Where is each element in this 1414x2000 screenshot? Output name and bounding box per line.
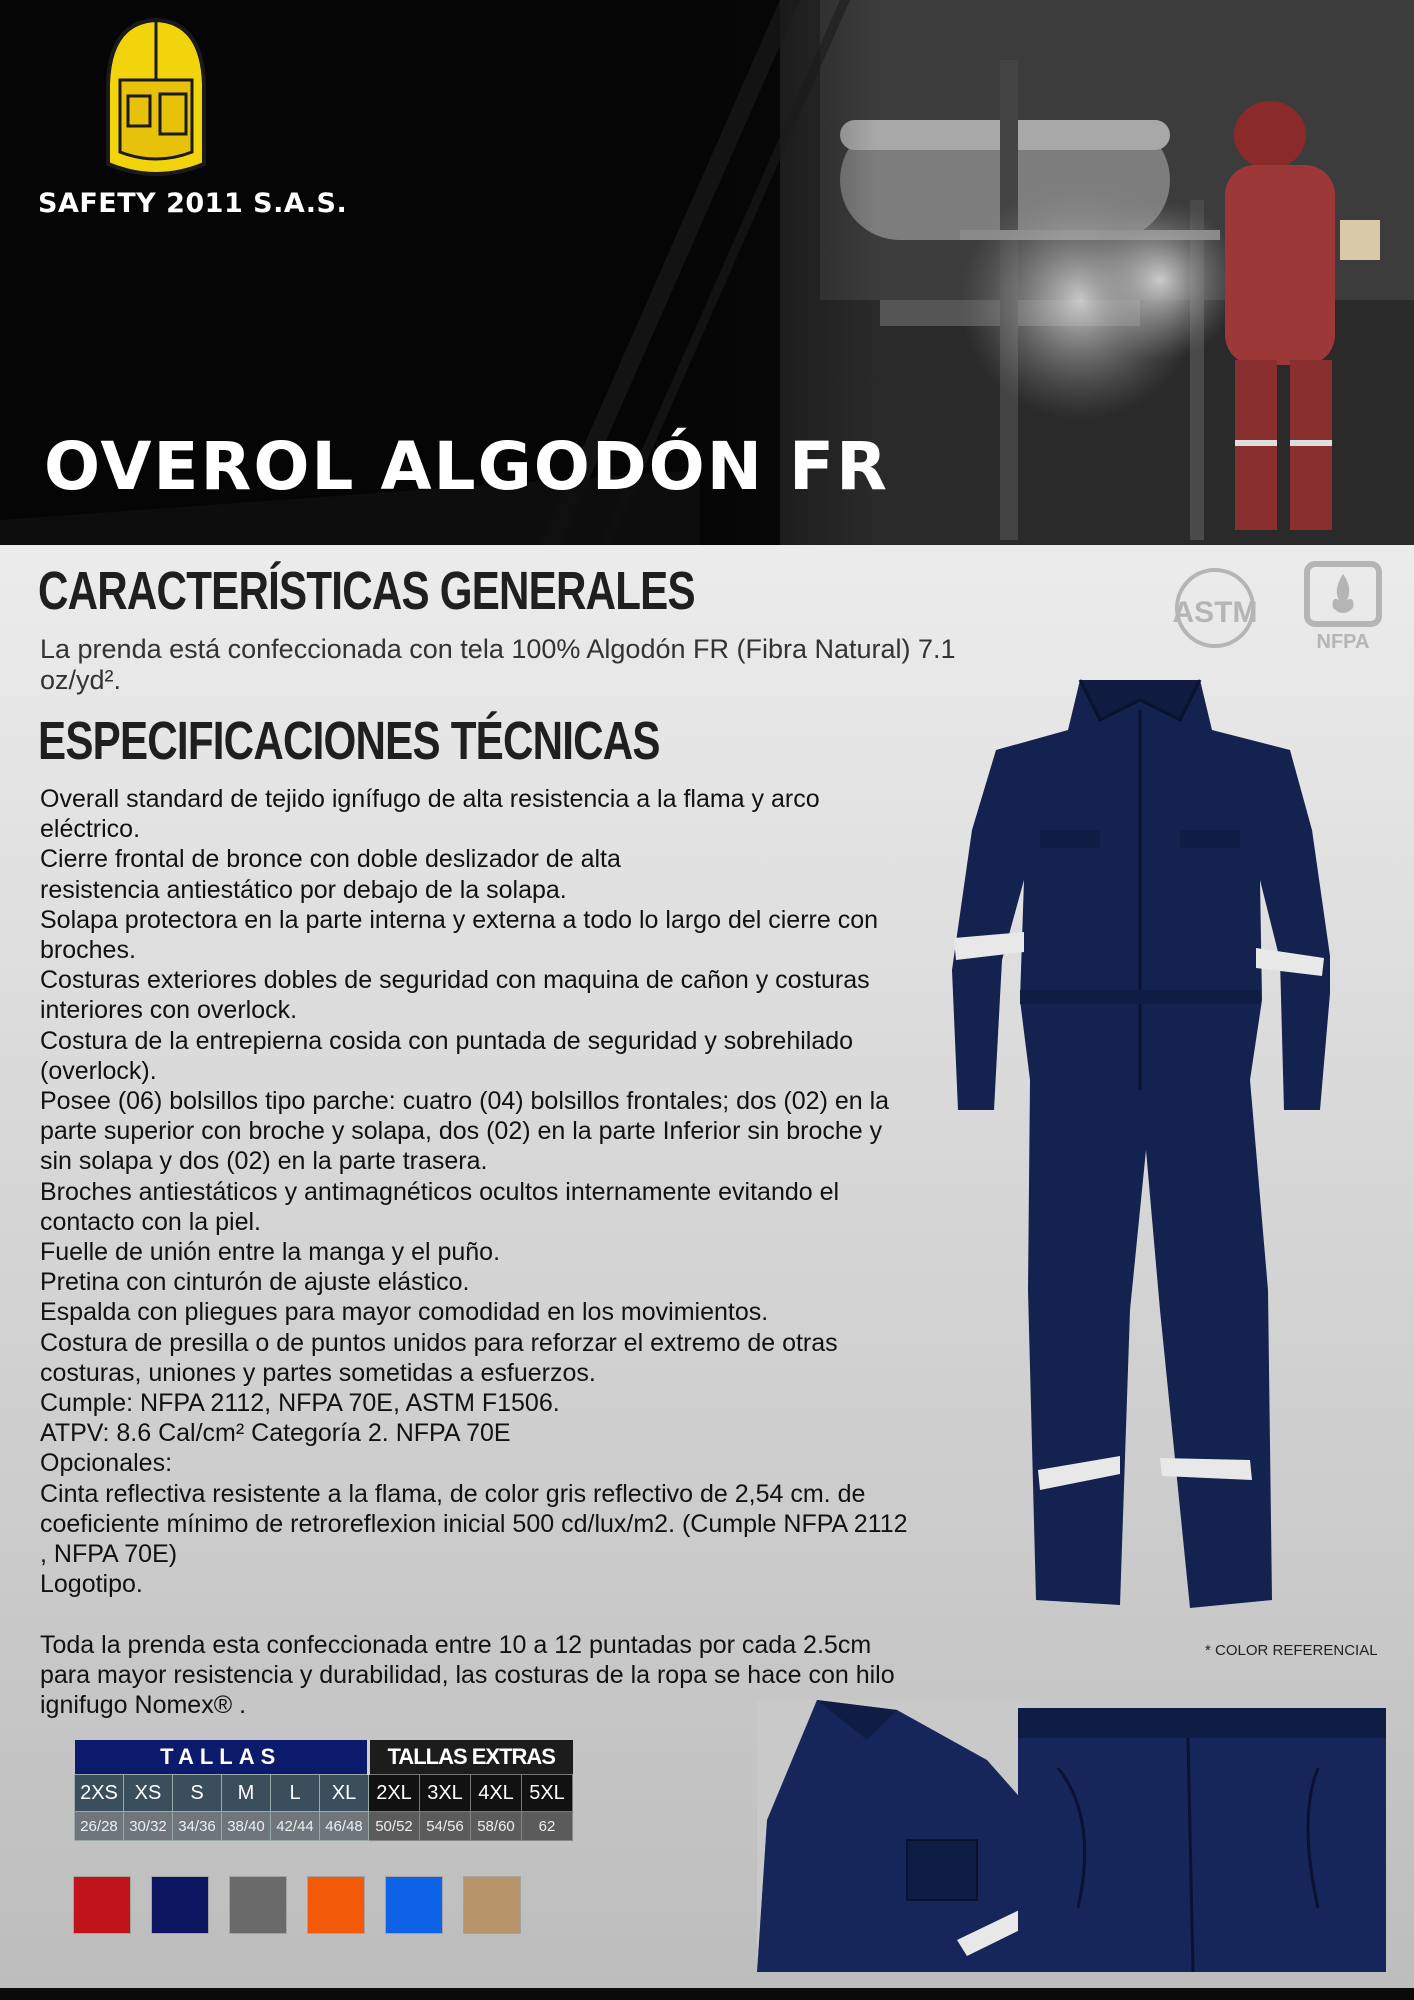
- color-swatch-blue: [386, 1877, 442, 1933]
- size-value: 46/48: [320, 1812, 369, 1841]
- spec-item: Pretina con cinturón de ajuste elástico.: [40, 1268, 470, 1297]
- spec-item: Cumple: NFPA 2112, NFPA 70E, ASTM F1506.: [40, 1389, 560, 1418]
- spec-item: Logotipo.: [40, 1570, 143, 1599]
- size-label: 5XL: [522, 1775, 573, 1812]
- header-banner: [0, 0, 1414, 545]
- size-value: 38/40: [222, 1812, 271, 1841]
- astm-logo: [1168, 566, 1262, 650]
- size-value: 58/60: [471, 1812, 522, 1841]
- size-label: XL: [320, 1775, 369, 1812]
- astm-label: ASTM: [1172, 596, 1258, 629]
- size-label: XS: [124, 1775, 173, 1812]
- size-value: 34/36: [173, 1812, 222, 1841]
- stitching-note: Toda la prenda esta confeccionada entre 10 a 12 puntadas por cada 2.5cm para mayor resistencia y durabilidad, las costuras de la ropa se hace con hilo ignifugo Nomex® .: [40, 1631, 895, 1720]
- nfpa-logo: [1303, 560, 1383, 652]
- color-swatch-orange: [308, 1877, 364, 1933]
- spec-item: Fuelle de unión entre la manga y el puño.: [40, 1238, 501, 1267]
- size-value: 42/44: [271, 1812, 320, 1841]
- color-swatch-gray: [230, 1877, 286, 1933]
- spec-item: Cierre frontal de bronce con doble deslizador de alta resistencia antiestático por debajo de la solapa.: [40, 845, 621, 904]
- spec-item: Broches antiestáticos y antimagnéticos ocultos internamente evitando el contacto con la piel.: [40, 1177, 840, 1236]
- spec-item: Solapa protectora en la parte interna y externa a todo lo largo del cierre con broches.: [40, 905, 879, 965]
- size-label: 2XL: [369, 1775, 420, 1812]
- size-label: S: [173, 1775, 222, 1812]
- spec-item: Costuras exteriores dobles de seguridad con maquina de cañon y costuras interiores con overlock.: [40, 966, 870, 1025]
- size-value: 26/28: [75, 1812, 124, 1841]
- sizes-table: [74, 1740, 573, 1841]
- footer-bar: [0, 1988, 1414, 2000]
- size-label: 4XL: [471, 1775, 522, 1812]
- sizes-regular-title: TALLAS: [75, 1740, 369, 1775]
- spec-item: Costura de presilla o de puntos unidos para reforzar el extremo de otras costuras, uniones y partes sometidas a esfuerzos.: [40, 1328, 838, 1387]
- size-value: 54/56: [420, 1812, 471, 1841]
- coverall-detail-waist-photo: [1018, 1708, 1386, 1972]
- color-swatch-khaki: [464, 1877, 520, 1933]
- nfpa-label: NFPA: [1316, 631, 1370, 652]
- specs-heading: ESPECIFICACIONES TÉCNICAS: [38, 711, 660, 771]
- size-value: 30/32: [124, 1812, 173, 1841]
- spec-item: ATPV: 8.6 Cal/cm² Categoría 2. NFPA 70E: [40, 1419, 511, 1448]
- spec-item: Costura de la entrepierna cosida con puntada de seguridad y sobrehilado (overlock).: [40, 1026, 854, 1085]
- size-value: 50/52: [369, 1812, 420, 1841]
- spec-item: Cinta reflectiva resistente a la flama, de color gris reflectivo de 2,54 cm. de coeficiente mínimo de retroreflexion inicial 500 cd/lux/m2. (Cumple NFPA 2112 , NFPA 70E): [40, 1479, 908, 1569]
- general-description: La prenda está confeccionada con tela 100% Algodón FR (Fibra Natural) 7.1 oz/yd².: [40, 634, 956, 695]
- spec-item: Overall standard de tejido ignífugo de alta resistencia a la flama y arco eléctrico.: [40, 785, 820, 844]
- size-label: L: [271, 1775, 320, 1812]
- coverall-photo: [950, 670, 1330, 1630]
- general-heading: CARACTERÍSTICAS GENERALES: [38, 561, 695, 621]
- size-label: 3XL: [420, 1775, 471, 1812]
- sizes-extra-title: TALLAS EXTRAS: [369, 1740, 573, 1775]
- color-swatches: [74, 1877, 542, 1933]
- color-reference-note: * COLOR REFERENCIAL: [1205, 1642, 1378, 1659]
- spec-item: Espalda con pliegues para mayor comodidad en los movimientos.: [40, 1298, 769, 1327]
- color-swatch-red: [74, 1877, 130, 1933]
- spec-item: Posee (06) bolsillos tipo parche: cuatro (04) bolsillos frontales; dos (02) en la parte superior con broche y solapa, dos (02) en la parte Inferior sin broche y sin solapa y dos (02) en la parte trasera.: [40, 1087, 890, 1176]
- spec-item: Opcionales:: [40, 1449, 173, 1478]
- brand-name: SAFETY 2011 S.A.S.: [38, 188, 348, 219]
- page-title: OVEROL ALGODÓN FR: [44, 428, 889, 505]
- coverall-detail-chest-photo: [757, 1700, 1040, 1972]
- safety-helmet-logo: [100, 14, 212, 176]
- size-label: M: [222, 1775, 271, 1812]
- size-label: 2XS: [75, 1775, 124, 1812]
- color-swatch-navy: [152, 1877, 208, 1933]
- size-value: 62: [522, 1812, 573, 1841]
- specs-list: [40, 784, 920, 1599]
